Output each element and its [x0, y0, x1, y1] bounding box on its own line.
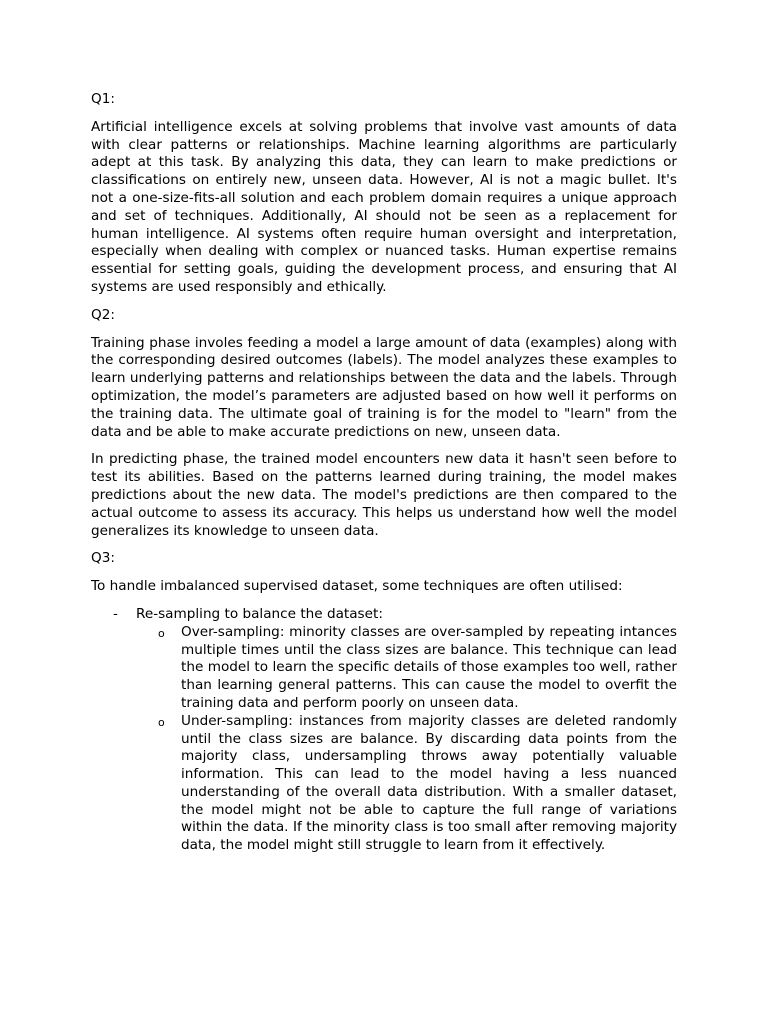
document-page: [91, 91, 677, 855]
q2-paragraph-training: Training phase involes feeding a model a large amount of data (examples) along with the corresponding desired outcomes (labels). The model analyzes these examples to learn underlying patterns and relationships between the data and the labels. Through optimization, the model’s parameters are adjusted based on how well it performs on the training data. The ultimate goal of training is for the model to "learn" from the data and be able to make accurate predictions on new, unseen data.: [91, 334, 677, 440]
q2-heading: Q2:: [91, 306, 115, 323]
circle-bullet-icon: o: [158, 715, 165, 729]
q3-technique-list: [91, 606, 677, 855]
resampling-sub-list: [136, 624, 677, 855]
list-item-oversampling: [136, 624, 677, 713]
circle-bullet-icon: o: [158, 626, 165, 640]
list-item-resampling: [91, 606, 677, 855]
oversampling-text: Over-sampling: minority classes are over-sampled by repeating intances multiple times until the class sizes are balance. This technique can lead the model to learn the specific details of those examples too well, rather than learning general patterns. This can cause the model to overfit the training data and perform poorly on unseen data.: [181, 623, 677, 711]
resampling-label: Re-sampling to balance the dataset:: [136, 605, 383, 622]
dash-bullet-icon: -: [113, 605, 118, 622]
q3-intro: To handle imbalanced supervised dataset, some techniques are often utilised:: [91, 578, 623, 595]
q3-heading: Q3:: [91, 550, 115, 567]
list-item-undersampling: [136, 713, 677, 855]
q1-heading: Q1:: [91, 91, 115, 107]
undersampling-text: Under-sampling: instances from majority classes are deleted randomly until the class sizes are balance. By discarding data points from the majority class, undersampling throws away potentially valuable information. This can lead to the model having a less nuanced understanding of the overall data distribution. With a smaller dataset, the model might not be able to capture the full range of variations within the data. If the minority class is too small after removing majority data, the model might still struggle to learn from it effectively.: [181, 712, 677, 854]
q2-paragraph-predicting: In predicting phase, the trained model encounters new data it hasn't seen before to test its abilities. Based on the patterns learned during training, the model makes predictions about the new data. The model's predictions are then compared to the actual outcome to assess its accuracy. This helps us understand how well the model generalizes its knowledge to unseen data.: [91, 451, 677, 539]
q1-paragraph: Artificial intelligence excels at solving problems that involve vast amounts of data with clear patterns or relationships. Machine learning algorithms are particularly adept at this task. By analyzing this data, they can learn to make predictions or classifications on entirely new, unseen data. However, AI is not a magic bullet. It's not a one-size-fits-all solution and each problem domain requires a unique approach and set of techniques. Additionally, AI should not be seen as a replacement for human intelligence. AI systems often require human oversight and interpretation, especially when dealing with complex or nuanced tasks. Human expertise remains essential for setting goals, guiding the development process, and ensuring that AI systems are used responsibly and ethically.: [91, 118, 677, 295]
